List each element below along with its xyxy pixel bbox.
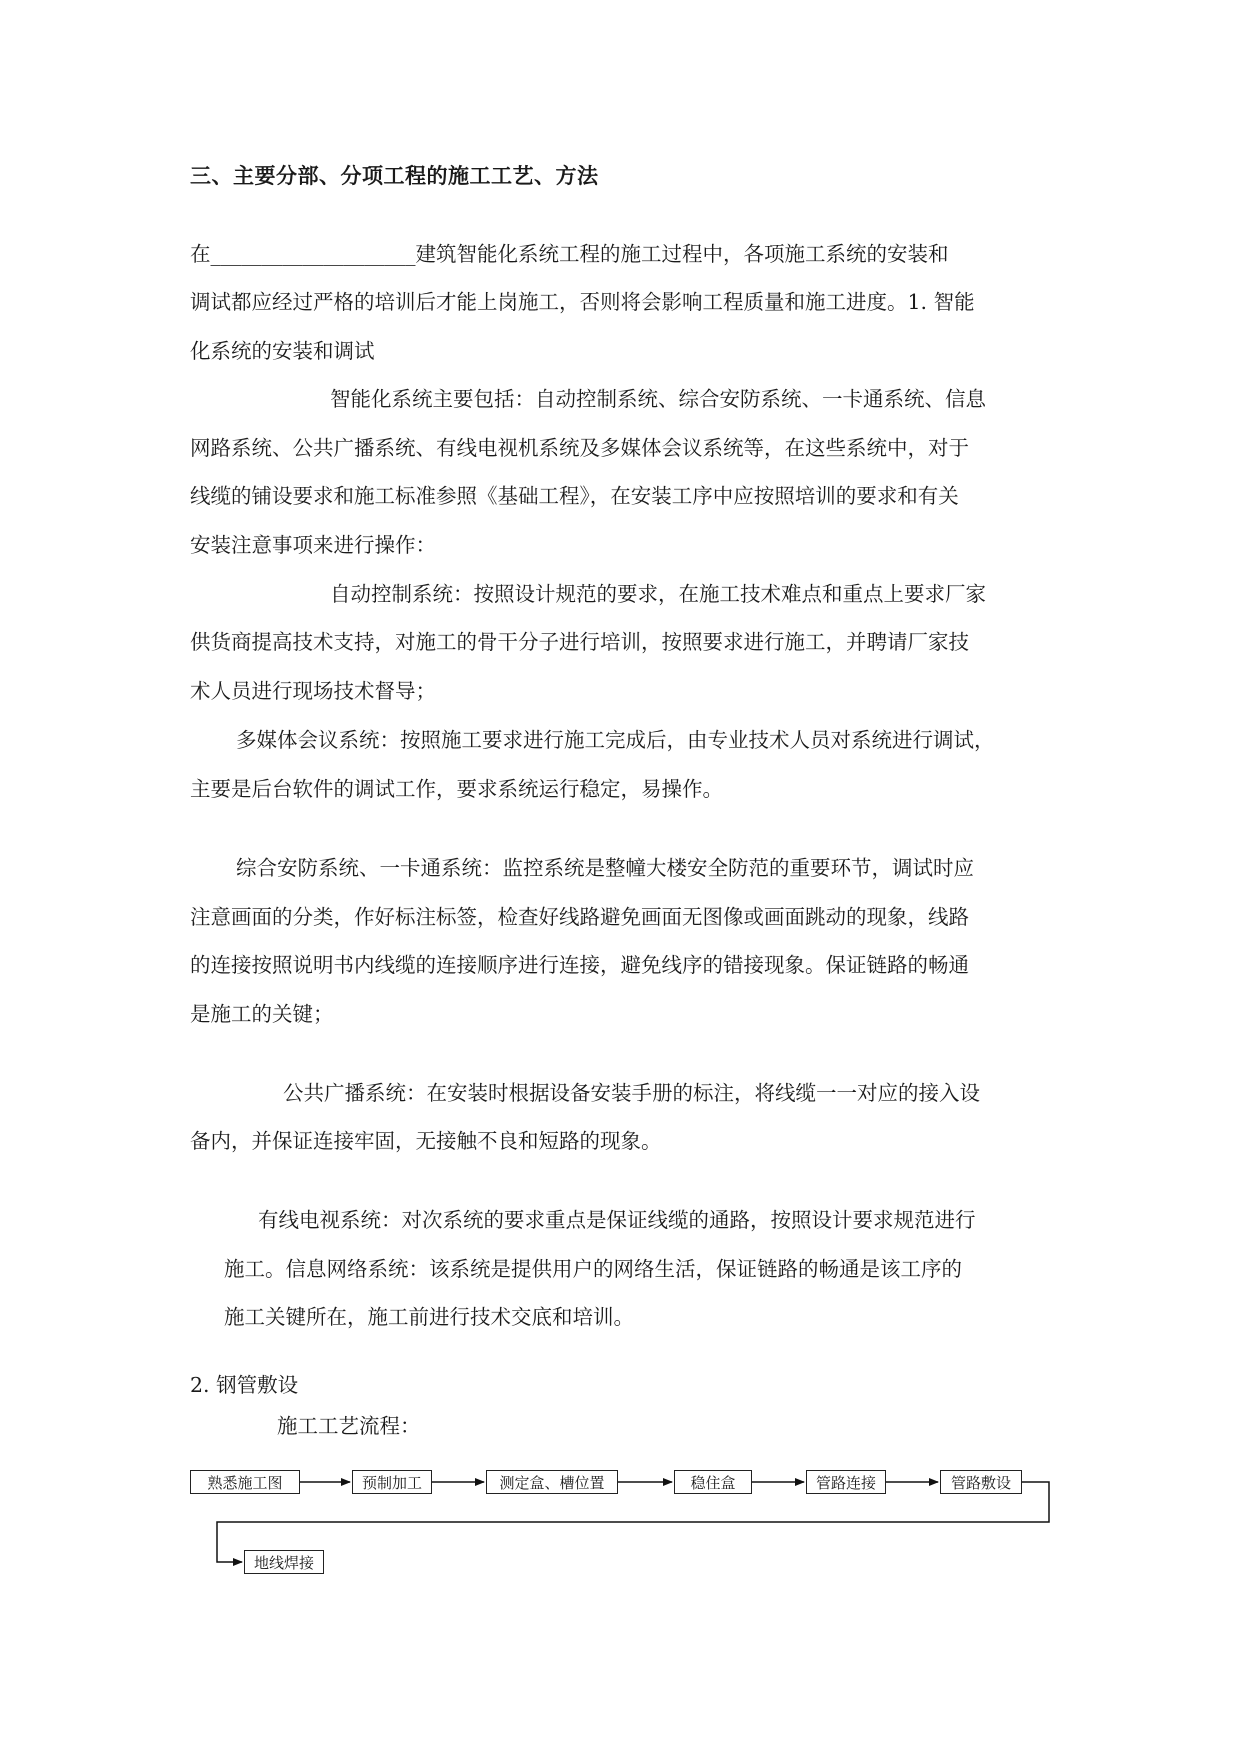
paragraph-line: 的连接按照说明书内线缆的连接顺序进行连接，避免线序的错接现象。保证链路的畅通 — [190, 953, 969, 977]
flow-step-locate-boxes: 测定盒、槽位置 — [486, 1470, 618, 1494]
paragraph-line: 化系统的安装和调试 — [190, 339, 375, 363]
paragraph-line: 主要是后台软件的调试工作，要求系统运行稳定，易操作。 — [190, 777, 723, 801]
paragraph-line: 在____________________建筑智能化系统工程的施工过程中，各项施工系统的安装和 — [190, 242, 949, 266]
paragraph-line: 调试都应经过严格的培训后才能上岗施工，否则将会影响工程质量和施工进度。1. 智能 — [190, 290, 975, 314]
paragraph-line: 公共广播系统：在安装时根据设备安装手册的标注，将线缆一一对应的接入设 — [283, 1081, 980, 1105]
paragraph-line: 是施工的关键； — [190, 1002, 334, 1026]
flow-step-pipe-laying: 管路敷设 — [940, 1470, 1022, 1494]
paragraph-line: 自动控制系统：按照设计规范的要求，在施工技术难点和重点上要求厂家 — [330, 582, 986, 606]
paragraph-line: 施工关键所在，施工前进行技术交底和培训。 — [224, 1305, 634, 1329]
paragraph-line: 备内，并保证连接牢固，无接触不良和短路的现象。 — [190, 1129, 662, 1153]
paragraph-line: 供货商提高技术支持，对施工的骨干分子进行培训，按照要求进行施工，并聘请厂家技 — [190, 630, 969, 654]
section-heading: 三、主要分部、分项工程的施工工艺、方法 — [190, 164, 599, 188]
paragraph-line: 注意画面的分类，作好标注标签，检查好线路避免画面无图像或画面跳动的现象，线路 — [190, 905, 969, 929]
paragraph-line: 术人员进行现场技术督导； — [190, 679, 436, 703]
flow-step-pipe-connection: 管路连接 — [806, 1470, 886, 1494]
section-2-title: 2. 钢管敷设 — [190, 1373, 299, 1397]
paragraph-line: 有线电视系统：对次系统的要求重点是保证线缆的通路，按照设计要求规范进行 — [258, 1208, 976, 1232]
flow-step-familiarize-drawings: 熟悉施工图 — [190, 1470, 300, 1494]
paragraph-line: 综合安防系统、一卡通系统：监控系统是整幢大楼安全防范的重要环节，调试时应 — [236, 856, 974, 880]
paragraph-line: 多媒体会议系统：按照施工要求进行施工完成后，由专业技术人员对系统进行调试， — [236, 728, 995, 752]
paragraph-line: 施工。信息网络系统：该系统是提供用户的网络生活，保证链路的畅通是该工序的 — [224, 1257, 962, 1281]
flow-arrow-return — [217, 1482, 1049, 1562]
flow-step-ground-welding: 地线焊接 — [244, 1550, 324, 1574]
paragraph-line: 网路系统、公共广播系统、有线电视机系统及多媒体会议系统等，在这些系统中，对于 — [190, 436, 969, 460]
paragraph-line: 智能化系统主要包括：自动控制系统、综合安防系统、一卡通系统、信息 — [330, 387, 986, 411]
flow-label: 施工工艺流程： — [277, 1414, 421, 1438]
flow-step-fix-boxes: 稳住盒 — [674, 1470, 752, 1494]
paragraph-line: 线缆的铺设要求和施工标准参照《基础工程》，在安装工序中应按照培训的要求和有关 — [190, 484, 959, 508]
flow-step-prefabrication: 预制加工 — [352, 1470, 432, 1494]
paragraph-line: 安装注意事项来进行操作： — [190, 533, 436, 557]
